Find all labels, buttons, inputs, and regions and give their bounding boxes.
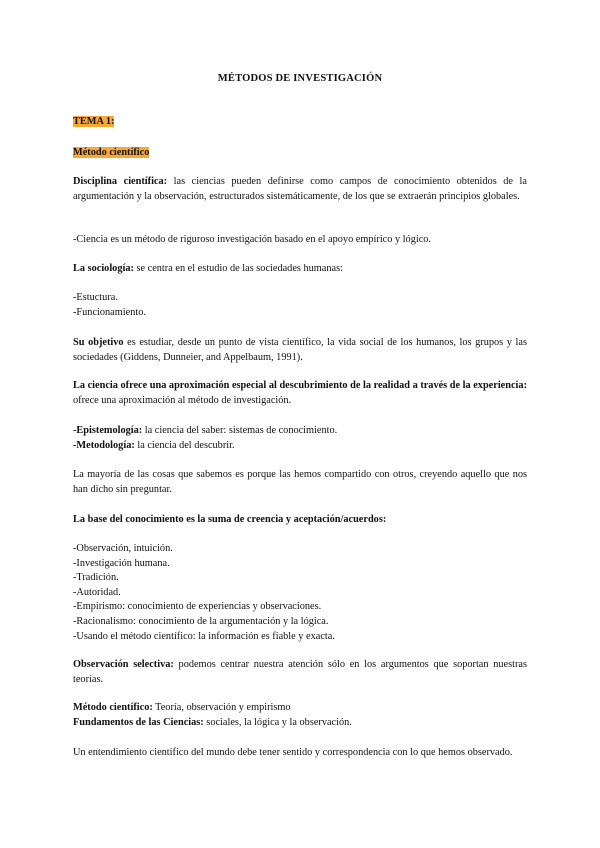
metodo-heading: Método científico — [73, 147, 150, 158]
paragraph-sociologia — [73, 262, 527, 277]
paragraph-text: podemos centrar nuestra atención sólo en los argumentos que soportan nuestras teorías. — [73, 659, 527, 685]
list-item: -Observación, intuición. — [73, 543, 173, 554]
list-item: -Estuctura. — [73, 292, 118, 303]
paragraph-text: las ciencias pueden definirse como campos de conocimiento obtenidos de la argumentación y la observación, estructurados sistemáticamente, de los que se extraerán principios globales. — [73, 176, 527, 202]
list-item: -Investigación humana. — [73, 557, 170, 569]
paragraph-mayoria: La mayoría de las cosas que sabemos es porque las hemos compartido con otros, creyendo aquello que nos han dicho sin preguntar. — [73, 469, 527, 495]
list-item: -Empirismo: conocimiento de experiencias y observaciones. — [73, 601, 322, 613]
term-label: Fundamentos de las Ciencias: — [73, 716, 204, 728]
paragraph-disciplina — [73, 175, 527, 204]
term-label: -Metodología: — [73, 439, 135, 451]
list-item — [73, 424, 527, 439]
list-item — [73, 439, 527, 454]
sociologia-list — [73, 291, 527, 320]
term-label: -Epistemología: — [73, 425, 143, 436]
term-label: La ciencia ofrece una aproximación especial al descubrimiento de la realidad a través de la experiencia: — [73, 380, 527, 391]
paragraph-text: la ciencia del saber: sistemas de conocimiento. — [142, 425, 338, 436]
paragraph-text: es estudiar, desde un punto de vista científico, la vida social de los humanos, los grupos y las sociedades (Giddens, Dunneier, and Appelbaum, 1991). — [73, 337, 527, 363]
term-label: Método científico: — [73, 702, 153, 713]
section-heading — [73, 115, 527, 130]
list-item: -Tradición. — [73, 572, 119, 584]
term-label: La sociología: — [73, 263, 134, 274]
term-label: Observación selectiva: — [73, 659, 174, 670]
list-item: -Racionalismo: conocimiento de la argumentación y la lógica. — [73, 615, 329, 627]
paragraph-selectiva — [73, 658, 527, 687]
list-item: -Autoridad. — [73, 586, 121, 598]
paragraph-text: ofrece una aproximación al método de investigación. — [73, 394, 292, 406]
paragraph-ciencia-metodo: -Ciencia es un método de riguroso investigación basado en el apoyo empírico y lógico. — [73, 234, 432, 245]
document-title: MÉTODOS DE INVESTIGACIÓN — [217, 73, 383, 84]
paragraph-text: se centra en el estudio de las sociedades humanas: — [133, 263, 343, 274]
paragraph-aproximacion — [73, 379, 527, 408]
paragraph-entendimiento: Un entendimiento científico del mundo debe tener sentido y correspondencia con lo que hemos observado. — [73, 747, 513, 758]
definitions-list — [73, 424, 527, 453]
list-item: -Funcionamiento. — [73, 306, 146, 318]
subsection-heading — [73, 146, 527, 161]
list-item — [73, 701, 527, 716]
fundamentos-block — [73, 701, 527, 730]
list-item — [73, 716, 527, 731]
term-label: Disciplina científica: — [73, 176, 168, 187]
paragraph-text: la ciencia del descubrir. — [134, 439, 235, 451]
base-heading — [73, 513, 527, 528]
paragraph-text: sociales, la lógica y la observación. — [203, 716, 352, 728]
paragraph-text: Teoría, observación y empirismo — [152, 702, 291, 713]
list-item: -Usando el método científico: la información es fiable y exacta. — [73, 630, 335, 642]
term-label: La base del conocimiento es la suma de creencia y aceptación/acuerdos: — [73, 514, 387, 525]
tema-label: TEMA 1: — [73, 116, 115, 127]
base-list — [73, 542, 527, 644]
paragraph-objetivo — [73, 336, 527, 365]
term-label: Su objetivo — [73, 337, 124, 348]
